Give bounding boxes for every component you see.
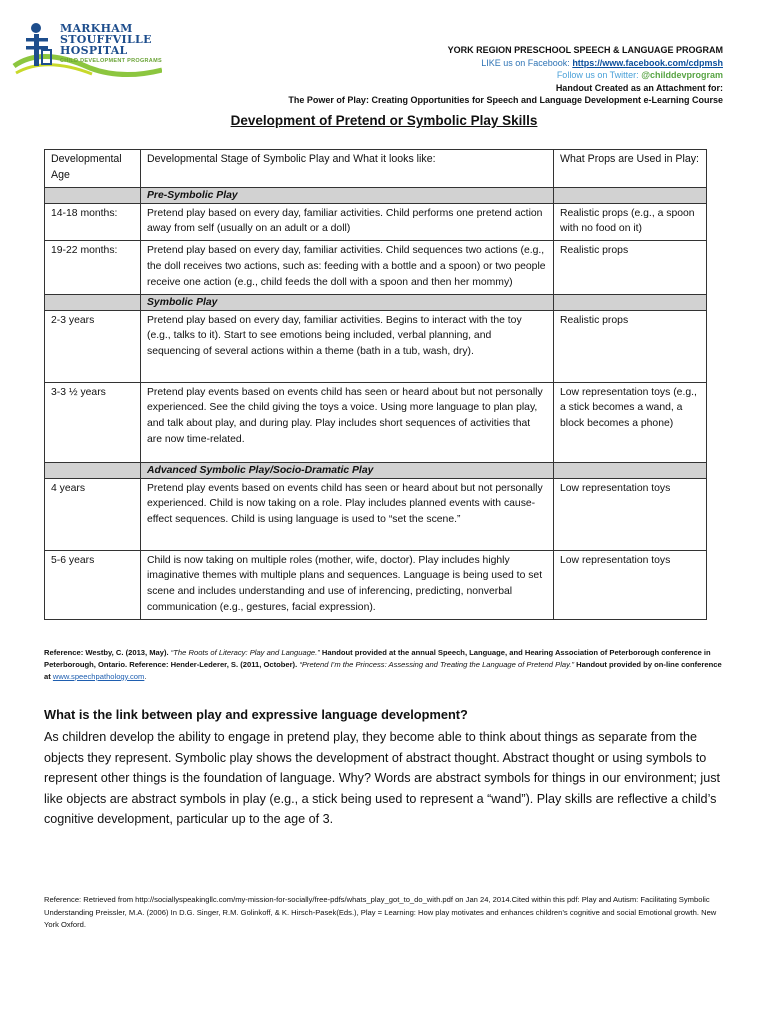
description-cell: Pretend play events based on events child has seen or heard about but not personally experienced. Child is now taking on a role. Play includes planned events with cause-effect sequences. Child is using language is used to “set the scene.” (141, 478, 554, 550)
table-row (45, 550, 707, 619)
table-row (45, 310, 707, 382)
table-row (45, 241, 707, 294)
ref1-part3: Handout provided at the annual Speech, Language, and Hearing Association of Peterborough conference in Peterborough, Ontario. Reference: Hender-Lederer, S. (2011, October). (44, 648, 711, 669)
description-cell: Child is now taking on multiple roles (mother, wife, doctor). Play includes highly imaginative themes with multiple plans and sequences. Language is being used to set scene and includes understanding and use of inferencing, predicting, nonverbal communication (e.g., gestures, facial expression). (141, 550, 554, 619)
stage-row (45, 294, 707, 310)
props-cell: Realistic props (e.g., a spoon with no food on it) (554, 203, 707, 241)
header-info (288, 44, 723, 107)
stage-name: Advanced Symbolic Play/Socio-Dramatic Play (141, 462, 554, 478)
props-cell: Realistic props (554, 241, 707, 294)
header-age: Developmental Age (45, 150, 141, 188)
description-cell: Pretend play based on every day, familiar activities. Child performs one pretend action away from self (usually on an adult or a doll) (141, 203, 554, 241)
table-row (45, 382, 707, 462)
ref1-part6: . (144, 672, 147, 681)
props-cell: Realistic props (554, 310, 707, 382)
description-cell: Pretend play based on every day, familiar activities. Child sequences two actions (e.g., the doll receives two actions, such as: feeding with a bottle and a spoon) or two people receive one action (e.g., child feeds the doll with a spoon and then her mommy) (141, 241, 554, 294)
facebook-link[interactable]: https://www.facebook.com/cdpmsh (572, 57, 723, 68)
logo-line-4: CHILD DEVELOPMENT PROGRAMS (60, 58, 162, 64)
header-stage: Developmental Stage of Symbolic Play and What it looks like: (141, 150, 554, 188)
age-cell: 2-3 years (45, 310, 141, 382)
ref1-part2: “The Roots of Literacy: Play and Language.” (170, 648, 320, 657)
symbolic-play-table (44, 149, 707, 620)
ref1-part1: Reference: Westby, C. (2013, May). (44, 648, 169, 657)
facebook-label: LIKE us on Facebook: (481, 57, 570, 68)
props-cell: Low representation toys (e.g., a stick becomes a wand, a block becomes a phone) (554, 382, 707, 462)
age-cell: 19-22 months: (45, 241, 141, 294)
logo-line-3: HOSPITAL (60, 44, 128, 57)
stage-name: Pre-Symbolic Play (141, 187, 554, 203)
twitter-handle[interactable]: @childdevprogram (641, 70, 723, 80)
body-paragraph: As children develop the ability to engage in pretend play, they become able to think about things as separate from the objects they represent. Symbolic play shows the development of abstract thought. Abstract thought or using symbols to represent other things is the foundation of language. Why? Words are abstract symbols for things in our environment; just like objects are abstract symbols in play (e.g., a stick being used to represent a “wand”). Play skills are reflective a child’s cognitive development, particular up to the age of 3. (44, 730, 720, 827)
speechpathology-link[interactable]: www.speechpathology.com (52, 672, 145, 681)
ref1-part5: Handout provided by on-line conference at (44, 660, 722, 681)
ref1-part4: “Pretend I’m the Princess: Assessing and Treating the Language of Pretend Play.” (299, 660, 574, 669)
stage-name: Symbolic Play (141, 294, 554, 310)
stage-row (45, 462, 707, 478)
description-cell: Pretend play based on every day, familiar activities. Begins to interact with the toy (e.g., talks to it). Start to see emotions being included, verbal planning, and sequencing of several actions within a theme (bath in a tub, wash, dry). (141, 310, 554, 382)
stage-row (45, 187, 707, 203)
program-name: YORK REGION PRESCHOOL SPEECH & LANGUAGE PROGRAM (447, 45, 723, 55)
props-cell: Low representation toys (554, 550, 707, 619)
header-props: What Props are Used in Play: (554, 150, 707, 188)
table-header-row (45, 150, 707, 188)
age-cell: 3-3 ½ years (45, 382, 141, 462)
twitter-label: Follow us on Twitter: (556, 70, 639, 80)
age-cell: 5-6 years (45, 550, 141, 619)
description-cell: Pretend play events based on events child has seen or heard about but not personally experienced. See the child giving the toys a voice. Using more language to plan play, and talk about play, and during play. Play includes short sequences of activities that are now time-related. (141, 382, 554, 462)
table-row (45, 478, 707, 550)
age-cell: 14-18 months: (45, 203, 141, 241)
props-cell: Low representation toys (554, 478, 707, 550)
attachment-note: Handout Created as an Attachment for: (555, 82, 723, 93)
reference-westby (44, 647, 724, 683)
course-title: The Power of Play: Creating Opportunities for Speech and Language Development e-Learning Course (288, 95, 723, 105)
hospital-logo (12, 20, 162, 82)
logo-line-1: MARKHAM (60, 22, 133, 35)
section-question: What is the link between play and expressive language development? (44, 707, 468, 722)
logo-line-2: STOUFFVILLE (60, 33, 152, 46)
age-cell: 4 years (45, 478, 141, 550)
table-row (45, 203, 707, 241)
reference-socially-speaking: Reference: Retrieved from http://sociallyspeakingllc.com/my-mission-for-socially/free-pdfs/whats_play_got_to_do_with.pdf on Jan 24, 2014.Cited within this pdf: Play and Autism: Facilitating Symbolic Understanding Preissler, M.A. (2006) In D.G. Singer, R.M. Golinkoff, & K. Hirsch-Pasek(Eds.), Play = Learning: How play motivates and enhances children’s cognitive and social Emotional growth. New York Oxford. (44, 895, 717, 930)
page-title: Development of Pretend or Symbolic Play Skills (230, 113, 538, 128)
